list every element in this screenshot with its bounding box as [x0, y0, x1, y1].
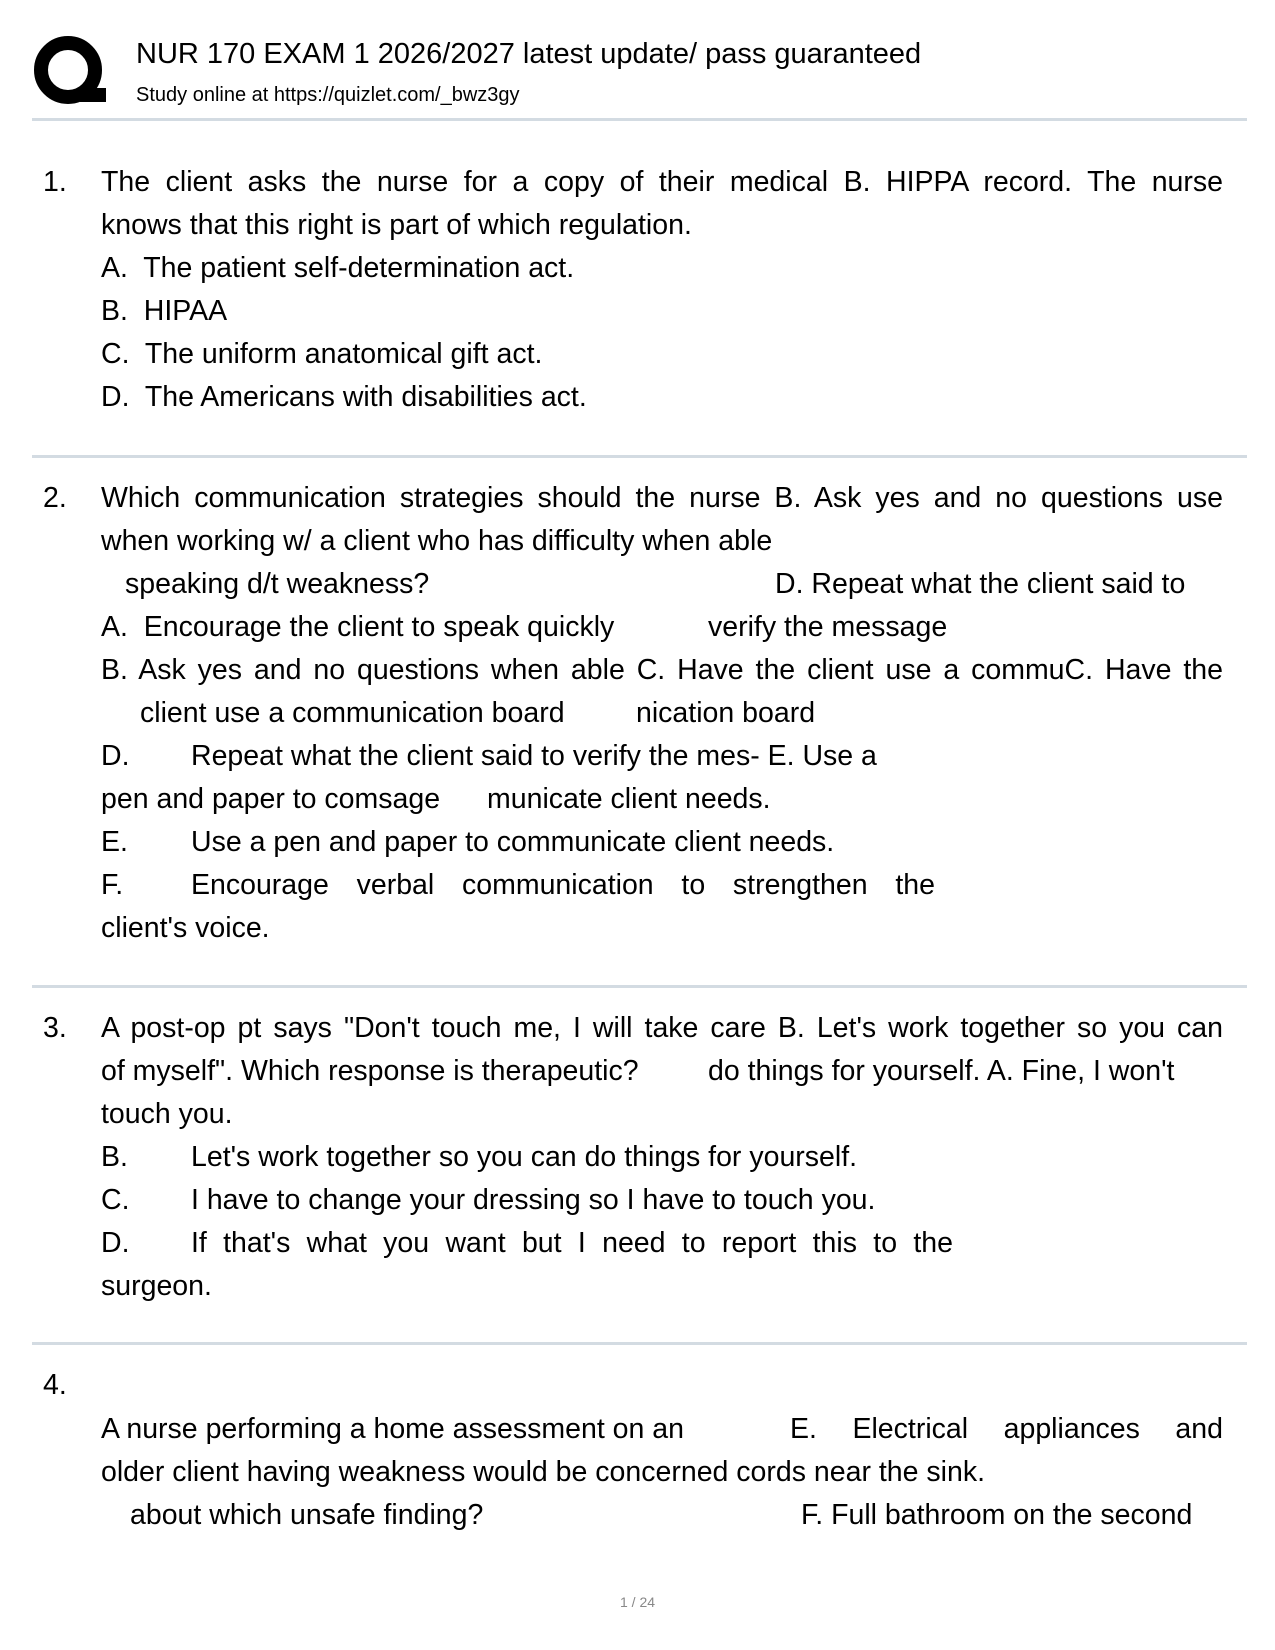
question-text: touch you.	[101, 1098, 233, 1130]
question-number: 1.	[43, 166, 67, 198]
header-divider	[32, 118, 1247, 121]
answer-option: pen and paper to comsage	[101, 783, 441, 815]
question-text: speaking d/t weakness?	[125, 568, 430, 600]
answer-option: client use a communication board	[140, 697, 565, 729]
answer-option: Repeat what the client said to verify the mes- E. Use a	[191, 740, 877, 772]
answer-option: F. Full bathroom on the second	[801, 1499, 1193, 1531]
answer-option: C. The uniform anatomical gift act.	[101, 338, 543, 370]
question-text: A post-op pt says "Don't touch me, I will take care B. Let's work together so you can	[101, 1012, 1223, 1044]
document-subtitle: Study online at https://quizlet.com/_bwz3gy	[136, 84, 520, 106]
answer-option: Encourage verbal communication to strengthen the	[191, 869, 935, 901]
question-text: knows that this right is part of which regulation.	[101, 209, 692, 241]
question-divider	[32, 1342, 1247, 1345]
answer-option: nication board	[636, 697, 816, 729]
question-divider	[32, 455, 1247, 458]
answer-option: A. Encourage the client to speak quickly	[101, 611, 615, 643]
answer-option: B. Ask yes and no questions when able C. Have the client use a commuC. Have the	[101, 654, 1223, 686]
page-number: 1 / 24	[619, 1594, 656, 1610]
answer-option: E. Electrical appliances and	[790, 1413, 1223, 1445]
answer-option-letter: D.	[101, 740, 130, 772]
answer-option-letter: F.	[101, 869, 124, 901]
question-number: 3.	[43, 1012, 67, 1044]
answer-option-letter: E.	[101, 826, 128, 858]
answer-option: surgeon.	[101, 1270, 212, 1302]
question-text: do things for yourself. A. Fine, I won't	[708, 1055, 1175, 1087]
question-text: A nurse performing a home assessment on an	[101, 1413, 684, 1445]
question-text: about which unsafe finding?	[130, 1499, 484, 1531]
answer-option: Use a pen and paper to communicate client needs.	[191, 826, 835, 858]
question-text: The client asks the nurse for a copy of their medical B. HIPPA record. The nurse	[101, 166, 1223, 198]
question-text: when working w/ a client who has difficulty when able	[101, 525, 773, 557]
answer-option: B. HIPAA	[101, 295, 228, 327]
answer-option: If that's what you want but I need to report this to the	[191, 1227, 953, 1259]
answer-option: verify the message	[708, 611, 948, 643]
document-title: NUR 170 EXAM 1 2026/2027 latest update/ pass guaranteed	[136, 38, 922, 70]
question-text: D. Repeat what the client said to	[775, 568, 1186, 600]
answer-option: Let's work together so you can do things for yourself.	[191, 1141, 858, 1173]
question-text: of myself". Which response is therapeutic?	[101, 1055, 639, 1087]
question-number: 2.	[43, 482, 67, 514]
answer-option-letter: D.	[101, 1227, 130, 1259]
answer-option-letter: C.	[101, 1184, 130, 1216]
question-text: older client having weakness would be concerned cords near the sink.	[101, 1456, 986, 1488]
question-number: 4.	[43, 1369, 67, 1401]
answer-option-letter: B.	[101, 1141, 128, 1173]
answer-option: I have to change your dressing so I have to touch you.	[191, 1184, 876, 1216]
answer-option: D. The Americans with disabilities act.	[101, 381, 587, 413]
question-text: Which communication strategies should the nurse B. Ask yes and no questions use	[101, 482, 1223, 514]
question-divider	[32, 985, 1247, 988]
answer-option: A. The patient self-determination act.	[101, 252, 575, 284]
quizlet-q-logo-icon	[30, 32, 110, 112]
answer-option: client's voice.	[101, 912, 270, 944]
answer-option: municate client needs.	[487, 783, 771, 815]
